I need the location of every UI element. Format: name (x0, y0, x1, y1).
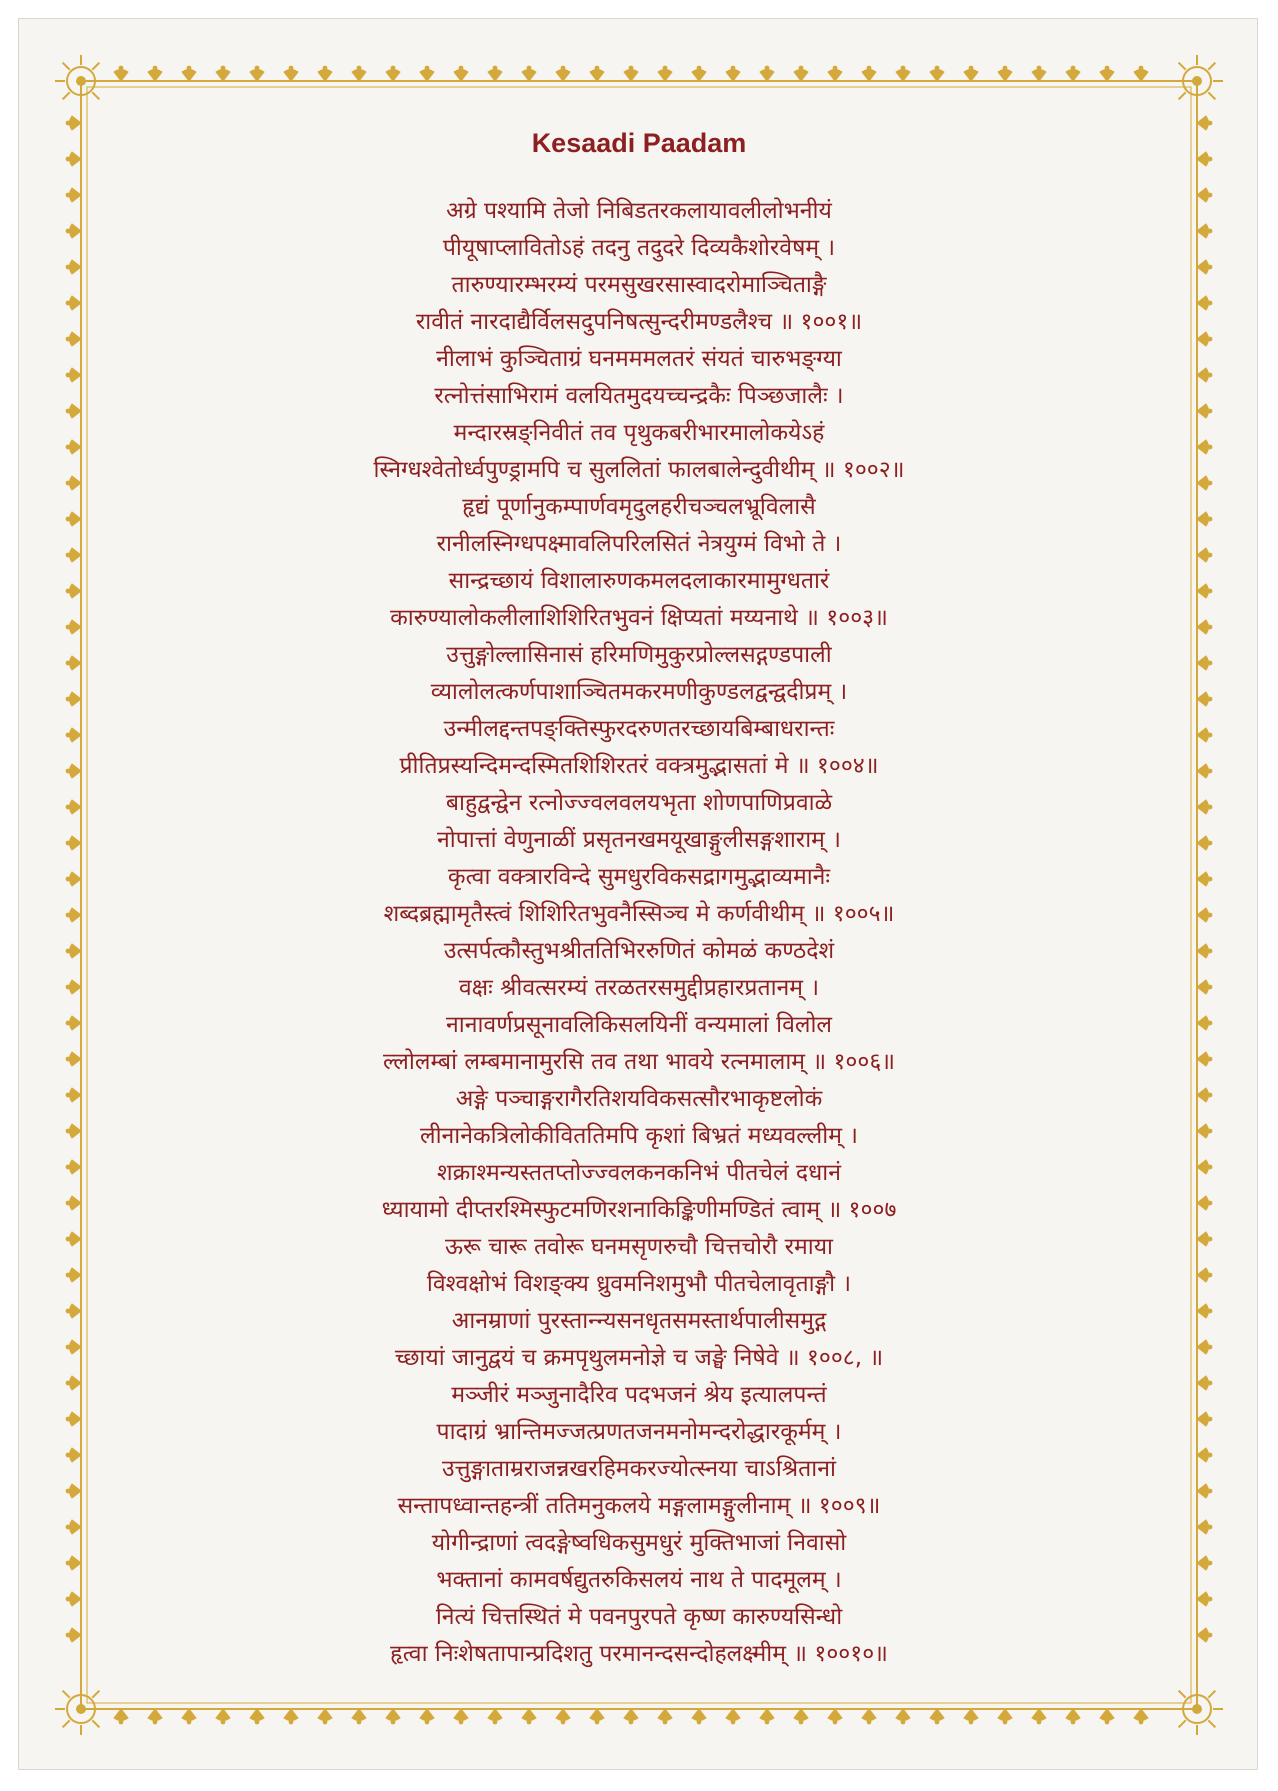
verse-line: मञ्जीरं मञ्जुनादैरिव पदभजनं श्रेय इत्यालपन्तं (451, 1382, 827, 1408)
verse-line: रत्नोत्तंसाभिरामं वलयितमुदयच्चन्द्रकैः पिञ्छजालैः । (434, 383, 844, 409)
verse-line: उत्सर्पत्कौस्तुभश्रीततिभिररुणितं कोमळं कण्ठदेशं (443, 938, 835, 964)
verse-line: प्रीतिप्रस्यन्दिमन्दस्मितशिशिरतरं वक्त्रमुद्भासतां मे ॥ १००४॥ (399, 753, 879, 779)
verse-line: व्यालोलत्कर्णपाशाञ्चितमकरमणीकुण्डलद्वन्द्वदीप्रम् । (430, 679, 848, 705)
verse-line: कृत्वा वक्त्रारविन्दे सुमधुरविकसद्रागमुद्भाव्यमानैः (447, 864, 831, 890)
verse-line: पीयूषाप्लावितोऽहं तदनु तदुदरे दिव्यकैशोरवेषम् । (442, 235, 836, 261)
verse-line: शक्राश्मन्यस्ततप्तोज्ज्वलकनकनिभं पीतचेलं दधानं (437, 1160, 841, 1186)
verse-line: उत्तुङ्गाताम्रराजन्नखरहिमकरज्योत्स्नया चाऽश्रितानां (442, 1456, 836, 1482)
verse-line: योगीन्द्राणां त्वदङ्गेष्वधिकसुमधुरं मुक्तिभाजां निवासो (431, 1530, 847, 1556)
verse-line: हृत्वा निःशेषतापान्प्रदिशतु परमानन्दसन्दोहलक्ष्मीम् ॥ १००१०॥ (390, 1641, 888, 1667)
verse-line: च्छायां जानुद्वयं च क्रमपृथुलमनोज्ञे च जङ्घे निषेवे ॥ १००८, ॥ (394, 1345, 884, 1371)
verse-line: बाहुद्वन्द्वेन रत्नोज्ज्वलवलयभृता शोणपाणिप्रवाळे (445, 790, 833, 816)
verse-line: विश्वक्षोभं विशङ्क्य ध्रुवमनिशमुभौ पीतचेलावृताङ्गौ । (426, 1271, 852, 1297)
verse-line: ऊरू चारू तवोरू घनमसृणरुचौ चित्तचोरौ रमाया (444, 1234, 834, 1260)
verse-line: आनम्राणां पुरस्तान्न्यसनधृतसमस्तार्थपालीसमुद्ग (451, 1308, 827, 1334)
verse-line: उत्तुङ्गोल्लासिनासं हरिमणिमुकुरप्रोल्लसद्गण्डपाली (446, 642, 832, 668)
verse-line: शब्दब्रह्मामृतैस्त्वं शिशिरितभुवनैस्सिञ्च मे कर्णवीथीम् ॥ १००५॥ (383, 901, 895, 927)
verse-line: स्निग्धश्वेतोर्ध्वपुण्ड्रामपि च सुललितां फालबालेन्दुवीथीम् ॥ १००२॥ (373, 457, 905, 483)
verse-line: वक्षः श्रीवत्सरम्यं तरळतरसमुद्दीप्रहारप्रतानम् । (458, 975, 820, 1001)
verse-line: रावीतं नारदाद्यैर्विलसदुपनिषत्सुन्दरीमण्डलैश्च ॥ १००१॥ (415, 309, 863, 335)
verse-line: ल्लोलम्बां लम्बमानामुरसि तव तथा भावये रत्नमालाम् ॥ १००६॥ (382, 1049, 896, 1075)
verse-list (139, 193, 1139, 1673)
verse-line: सान्द्रच्छायं विशालारुणकमलदलाकारमामुग्धतारं (448, 568, 830, 594)
verse-line: अङ्गे पञ्चाङ्गरागैरतिशयविकसत्सौरभाकृष्टलोकं (455, 1086, 823, 1112)
verse-line: हृद्यं पूर्णानुकम्पार्णवमृदुलहरीचञ्चलभ्रूविलासै (462, 494, 816, 520)
verse-line: पादाग्रं भ्रान्तिमज्जत्प्रणतजनमनोमन्दरोद्धारकूर्मम् । (436, 1419, 842, 1445)
verse-line: भक्तानां कामवर्षद्युतरुकिसलयं नाथ ते पादमूलम् । (436, 1567, 842, 1593)
verse-line: नीलाभं कुञ्चिताग्रं घनमममलतरं संयतं चारुभङ्ग्या (436, 346, 842, 372)
page (18, 18, 1258, 1770)
verse-line: मन्दारस्रङ्निवीतं तव पृथुकबरीभारमालोकयेऽहं (453, 420, 825, 446)
verse-line: अग्रे पश्यामि तेजो निबिडतरकलायावलीलोभनीयं (446, 198, 832, 224)
document-body (139, 127, 1139, 1673)
verse-line: नोपात्तां वेणुनाळीं प्रसृतनखमयूखाङ्गुलीसङ्गशाराम् । (437, 827, 841, 853)
verse-line: तारुण्यारम्भरम्यं परमसुखरसास्वादरोमाञ्चिताङ्गै (451, 272, 827, 298)
verse-line: ध्यायामो दीप्तरश्मिस्फुटमणिरशनाकिङ्किणीमण्डितं त्वाम् ॥ १००७ (381, 1197, 897, 1223)
verse-line: सन्तापध्वान्तहन्त्रीं ततिमनुकलये मङ्गलामङ्गुलीनाम् ॥ १००९॥ (397, 1493, 881, 1519)
page-title: Kesaadi Paadam (531, 128, 747, 158)
verse-line: उन्मीलद्दन्तपङ्क्तिस्फुरदरुणतरच्छायबिम्बाधरान्तः (443, 716, 835, 742)
verse-line: नित्यं चित्तस्थितं मे पवनपुरपते कृष्ण कारुण्यसिन्धो (435, 1604, 843, 1630)
verse-line: कारुण्यालोकलीलाशिशिरितभुवनं क्षिप्यतां मय्यनाथे ॥ १००३॥ (390, 605, 888, 631)
verse-line: रानीलस्निग्धपक्ष्मावलिपरिलसितं नेत्रयुग्मं विभो ते । (436, 531, 842, 557)
verse-line: लीनानेकत्रिलोकीविततिमपि कृशां बिभ्रतं मध्यवल्लीम् । (419, 1123, 859, 1149)
verse-line: नानावर्णप्रसूनावलिकिसलयिनीं वन्यमालां विलोल (445, 1012, 833, 1038)
